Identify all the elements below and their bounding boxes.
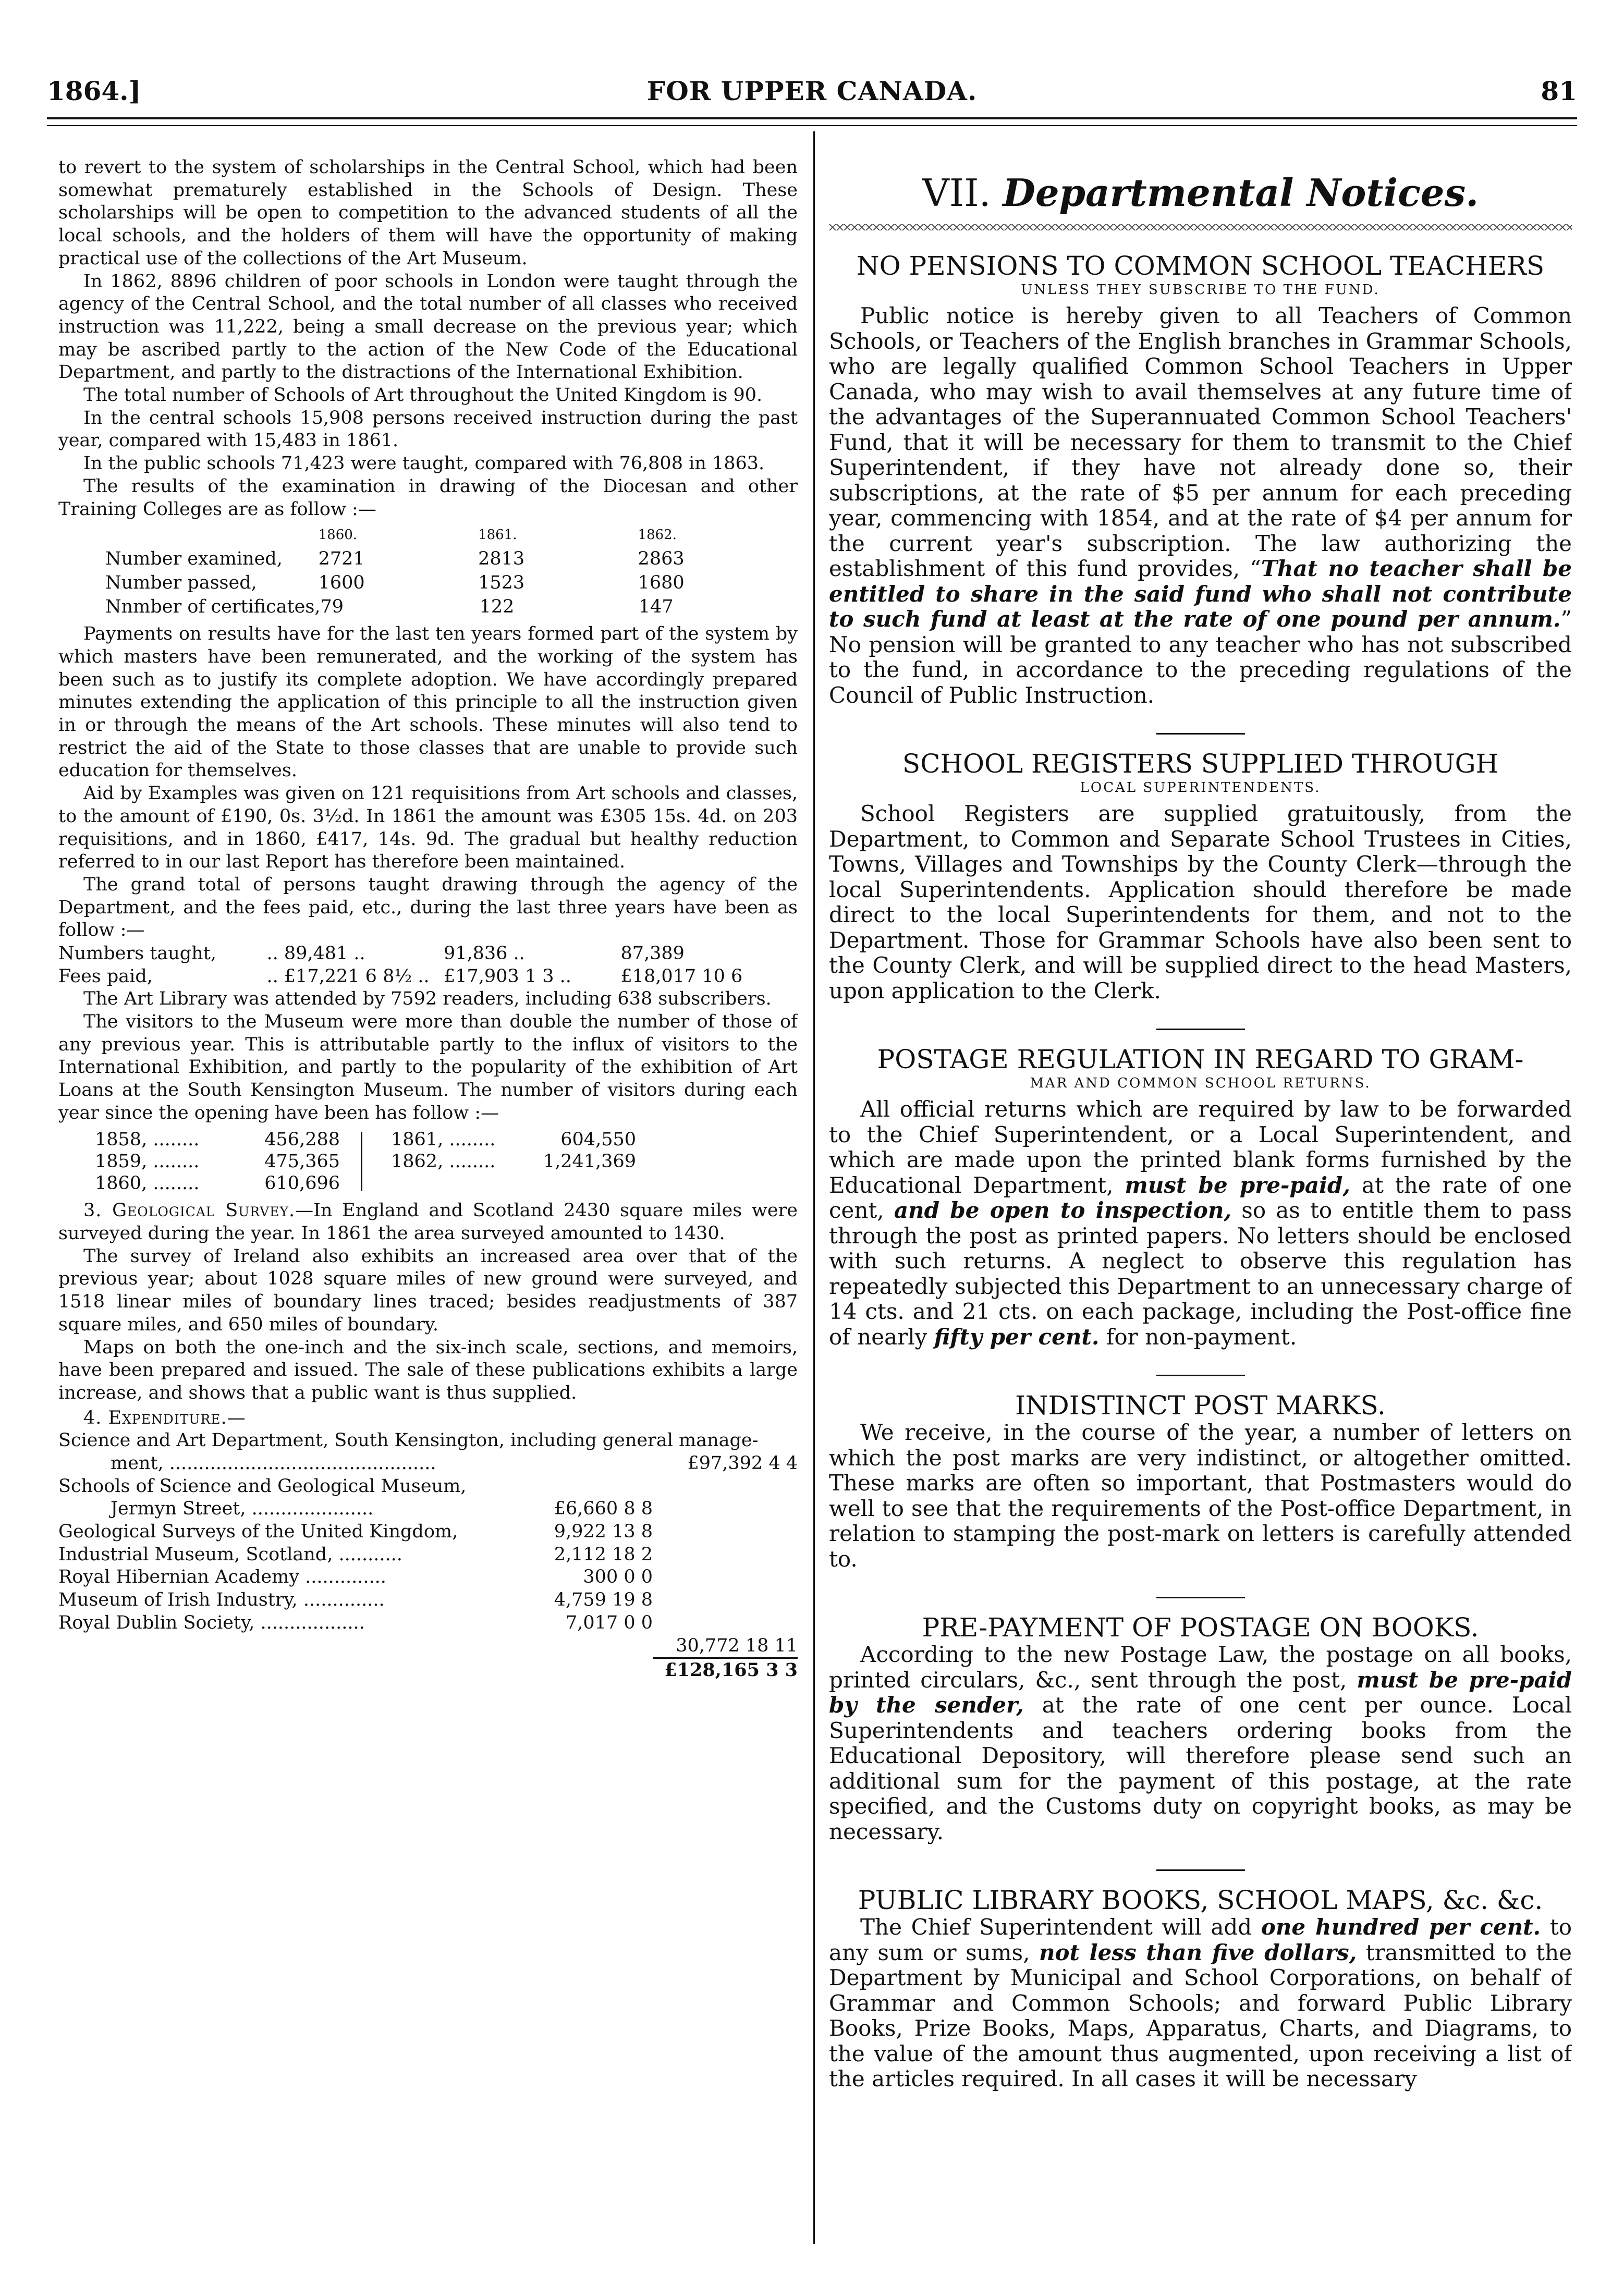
totals-table xyxy=(58,942,798,988)
body-text: According to the new Postage Law, the postage on all books, printed circulars, &c., sent through the post, xyxy=(829,1642,1572,1693)
paragraph: The grand total of persons taught drawing through the agency of the Department, and the fees paid, etc., during the last three years have been as follow :— xyxy=(58,874,798,941)
paragraph: Maps on both the one-inch and the six-inch scale, sections, and memoirs, have been prepared and issued. The sale of these publications exhibits a large increase, and shows that a public want is thus supplied. xyxy=(58,1337,798,1403)
row-label: Geological Surveys of the United Kingdom, xyxy=(58,1521,458,1543)
paragraph: The survey of Ireland also exhibits an increased area over that of the previous year; about 1028 square miles of new ground were surveyed, and 1518 linear miles of boundary lines traced; besides readjustments of 387 square miles, and 650 miles of boundary. xyxy=(58,1245,798,1335)
body-emphasis: must be pre-paid, xyxy=(1125,1172,1351,1198)
table-row xyxy=(391,1151,636,1172)
notice-title: NO PENSIONS TO COMMON SCHOOL TEACHERS xyxy=(856,251,1545,281)
body-text: at the rate of one cent per ounce. Local Superintendents and teachers ordering books from the Educational Depository, will therefore please send such an additional sum for the payment of this postage, at the rate specified, and the Customs duty on copyright books, as may be necessary. xyxy=(829,1692,1572,1844)
right-column xyxy=(829,156,1572,2257)
visitor-count: 1,241,369 xyxy=(543,1151,636,1172)
row-label: Fees paid, xyxy=(58,966,153,987)
cell: 1680 xyxy=(638,572,685,594)
table-row xyxy=(58,1566,798,1589)
table-row xyxy=(58,1475,798,1498)
body-emphasis: one hundred per cent. xyxy=(1261,1914,1541,1940)
section-title: Departmental Notices. xyxy=(1003,170,1479,215)
body-emphasis: and be open to inspection, xyxy=(894,1197,1232,1223)
row-amount: 7,017 0 0 xyxy=(566,1612,653,1633)
section-number: VII. xyxy=(922,171,991,215)
visitor-count: 604,550 xyxy=(560,1129,636,1151)
grand-total: £128,165 3 3 xyxy=(664,1659,798,1681)
visitor-count: 610,696 xyxy=(264,1173,340,1194)
paragraph: Aid by Examples was given on 121 requisitions from Art schools and classes, to the amount of £190, 0s. 3½d. In 1861 the amount was £305 15s. 4d. on 203 requisitions, and in 1860, £417, 14s. 9d. The gradual but healthy reduction referred to in our last Report has therefore been maintained. xyxy=(58,783,798,873)
body-text: All official returns which are required by law to be forwarded to the Chief Superintendent, or a Local Superintendent, and which are made upon the printed blank forms furnished by the Educational Department, xyxy=(829,1096,1572,1198)
header-title: FOR UPPER CANADA. xyxy=(646,76,978,106)
row-label: Royal Hibernian Academy .............. xyxy=(58,1567,386,1588)
notice-subtitle: LOCAL SUPERINTENDENTS. xyxy=(1080,780,1321,796)
left-column xyxy=(58,156,798,2257)
cell: £17,903 1 3 .. xyxy=(443,966,571,987)
divider xyxy=(1156,1029,1245,1030)
body-text: Public notice is hereby given to all Teachers of Common Schools, or Teachers of the English branches in Grammar Schools, who are legally qualified Common School Teachers in Upper Canada, who may wish to avail themselves at any future time of the advantages of the Superannuated Common School Teachers' Fund, that it will be necessary for them to transmit to the Chief Superintendent, if they have not already done so, their subscriptions, at the rate of $5 per annum for each preceding year, commencing with 1854, and at the rate of $4 per annum for the current year's subscription. The law authorizing the establishment of this fund provides, “ xyxy=(829,303,1572,581)
cell: 91,836 .. xyxy=(443,943,525,964)
divider xyxy=(1156,1375,1245,1376)
paragraph: The total number of Schools of Art throughout the United Kingdom is 90. xyxy=(83,385,763,406)
body-emphasis: fifty per cent. xyxy=(934,1324,1100,1350)
notice-school-registers xyxy=(829,749,1572,1004)
table-row xyxy=(58,1498,798,1521)
body-text: The Chief Superintendent will add xyxy=(860,1914,1261,1940)
notice-title: SCHOOL REGISTERS SUPPLIED THROUGH xyxy=(902,749,1499,779)
notice-subtitle: UNLESS THEY SUBSCRIBE TO THE FUND. xyxy=(1021,282,1380,298)
notice-book-postage xyxy=(829,1613,1572,1844)
body-text: ” No pension will be granted to any teacher who has not subscribed to the fund, in accordance to the preceding regulations of the Council of Public Instruction. xyxy=(829,606,1572,708)
notice-library-books xyxy=(829,1886,1572,2092)
row-label: Science and Art Department, South Kensington, including general manage- xyxy=(58,1430,759,1451)
cell: 2863 xyxy=(638,548,685,570)
year-label: 1862, ........ xyxy=(391,1151,496,1172)
paragraph: In the central schools 15,908 persons received instruction during the past year, compared with 15,483 in 1861. xyxy=(58,407,798,451)
body-emphasis: That no teacher shall be entitled to share in the said fund who shall not contribute to such fund at least at the rate of one pound per annum. xyxy=(829,556,1572,632)
paragraph: In the public schools 71,423 were taught, compared with 76,808 in 1863. xyxy=(83,453,765,474)
table-row xyxy=(105,571,798,595)
table-row xyxy=(95,1172,340,1194)
row-label: Schools of Science and Geological Museum, xyxy=(58,1475,467,1497)
notice-subtitle: MAR AND COMMON SCHOOL RETURNS. xyxy=(1030,1075,1371,1091)
notice-post-marks xyxy=(829,1391,1572,1572)
table-row xyxy=(58,1544,798,1567)
row-amount: 4,759 19 8 xyxy=(554,1589,653,1611)
paragraph: The results of the examination in drawing of the Diocesan and other Training Colleges are as follow :— xyxy=(58,475,798,520)
paragraph xyxy=(58,1200,798,1245)
table-row xyxy=(58,1521,798,1544)
body-emphasis: must be pre-paid by the sender, xyxy=(829,1667,1572,1718)
header-page-number: 81 xyxy=(1541,76,1577,106)
row-label: Number examined, xyxy=(105,548,283,570)
table-divider xyxy=(361,1132,362,1191)
notice-title: PRE-PAYMENT OF POSTAGE ON BOOKS. xyxy=(922,1612,1479,1643)
year-header: 1861. xyxy=(478,527,517,543)
paragraph: The Art Library was attended by 7592 readers, including 638 subscribers. xyxy=(83,988,772,1010)
notice-body xyxy=(829,1915,1572,2092)
row-label: Museum of Irish Industry, .............. xyxy=(58,1589,385,1611)
paragraph: In 1862, 8896 children of poor schools in London were taught through the agency of the Central School, and the total number of all classes who received instruction was 11,222, being a small decrease on the previous year; which may be ascribed partly to the action of the New Code of the Educational Department, and partly to the distractions of the International Exhibition. xyxy=(58,271,798,383)
visitor-count: 456,288 xyxy=(264,1129,340,1151)
table-row xyxy=(95,1129,340,1151)
paragraph: to revert to the system of scholarships in the Central School, which had been somewhat prematurely established in the Schools of Design. These scholarships will be open to competition to the advanced students of all the local schools, and the holders of them will have the opportunity of making practical use of the collections of the Art Museum. xyxy=(58,157,798,269)
paragraph: The visitors to the Museum were more than double the number of those of any previous year. This is attributable partly to the influx of visitors to the International Exhibition, and partly to the popularity of the exhibition of Art Loans at the South Kensington Museum. The number of visitors during each year since the opening have been has follow :— xyxy=(58,1011,798,1123)
row-label: Royal Dublin Society, .................. xyxy=(58,1612,365,1633)
year-label: 1861, ........ xyxy=(391,1129,496,1151)
subtotal: 30,772 18 11 xyxy=(676,1635,798,1656)
body-emphasis: not less than five dollars, xyxy=(1039,1939,1357,1965)
paragraph: Payments on results have for the last ten years formed part of the system by which masters have been remunerated, and the working of the system has been such as to justify its complete adoption. We have accordingly prepared minutes extending the application of this principle to all the instruction given in or through the means of the Art schools. These minutes will also tend to restrict the aid of the State to those classes that are unable to provide such education for themselves. xyxy=(58,623,798,781)
page-header xyxy=(47,73,1577,120)
table-row xyxy=(58,1407,798,1430)
cell: 2813 xyxy=(478,548,525,570)
table-row xyxy=(58,965,798,988)
row-amount: 9,922 13 8 xyxy=(554,1521,653,1543)
cell: 122 xyxy=(479,596,515,618)
paragraph-text: —In England and Scotland 2430 square miles were surveyed during the year. In 1861 the area surveyed amounted to 1430. xyxy=(58,1200,798,1244)
row-label: Jermyn Street, ..................... xyxy=(111,1498,374,1520)
year-header: 1862. xyxy=(638,527,677,543)
row-amount: 2,112 18 2 xyxy=(554,1544,653,1565)
divider xyxy=(1156,733,1245,735)
visitors-column xyxy=(95,1129,340,1194)
row-label: Number passed, xyxy=(105,572,257,594)
notice-body xyxy=(829,1097,1572,1350)
table-row xyxy=(391,1129,636,1151)
body-text: to any sum or sums, xyxy=(829,1914,1572,1965)
divider xyxy=(1156,1597,1245,1598)
header-date: 1864.] xyxy=(47,76,141,106)
column-divider xyxy=(813,131,815,2244)
cell: 2721 xyxy=(318,548,365,570)
notice-body: School Registers are supplied gratuitously, from the Department, to Common and Separate School Trustees in Cities, Towns, Villages and Townships by the County Clerk—through the local Superintendents. Application should therefore be made direct to the local Superintendents for them, and not to the Department. Those for Grammar Schools have also been sent to the County Clerk, and will be supplied direct to the head Masters, upon application to the Clerk. xyxy=(829,801,1572,1004)
year-label: 1858, ........ xyxy=(95,1129,200,1151)
cell: 87,389 xyxy=(620,943,685,964)
section-head: 4. Expenditure.— xyxy=(83,1407,246,1428)
notice-body xyxy=(829,1642,1572,1844)
table-row xyxy=(58,942,798,965)
divider xyxy=(1156,1869,1245,1871)
year-header: 1860. xyxy=(318,527,358,543)
cell: 147 xyxy=(638,596,674,618)
cell: 1523 xyxy=(478,572,525,594)
row-label: Nnmber of certificates, xyxy=(105,596,321,618)
table-row xyxy=(105,547,798,571)
body-text: transmitted to the Department by Municipal and School Corporations, on behalf of Grammar and Common Schools; and forward Public Library Books, Prize Books, Maps, Apparatus, Charts, and Diagrams, to the value of the amount thus augmented, upon receiving a list of the articles required. In all cases it will be necessary xyxy=(829,1939,1572,2091)
exam-results-table xyxy=(105,523,798,619)
visitor-count: 475,365 xyxy=(264,1151,340,1172)
cell: £18,017 10 6 xyxy=(620,966,743,987)
table-header-row xyxy=(105,523,798,547)
section-head: 3. Geological Survey. xyxy=(83,1200,296,1221)
expenditure-table xyxy=(58,1407,798,1682)
year-label: 1859, ........ xyxy=(95,1151,200,1172)
table-row xyxy=(58,1429,798,1452)
notice-body: We receive, in the course of the year, a number of letters on which the post marks are very indistinct, or altogether omitted. These marks are often so important, that Postmasters would do well to see that the requirements of the Post-office Department, in relation to stamping the post-mark on letters is carefully attended to. xyxy=(829,1420,1572,1572)
body-text: for non-payment. xyxy=(1099,1324,1297,1350)
visitors-table xyxy=(95,1129,798,1194)
table-row xyxy=(95,1151,340,1172)
cell: .. 89,481 .. xyxy=(266,943,365,964)
visitors-column xyxy=(391,1129,636,1194)
table-row xyxy=(58,1659,798,1682)
notice-body xyxy=(829,303,1572,708)
row-amount: £6,660 8 8 xyxy=(554,1498,653,1520)
header-rule-thick xyxy=(47,117,1577,119)
decorative-rule xyxy=(829,224,1572,230)
notice-title: PUBLIC LIBRARY BOOKS, SCHOOL MAPS, &c. &c. xyxy=(858,1885,1543,1915)
notice-pensions xyxy=(829,251,1572,708)
cell: .. £17,221 6 8½ .. xyxy=(266,966,430,987)
body-text: so as to entitle them to pass through the post as printed papers. No letters should be enclosed with such returns. A neglect to observe this regulation has repeatedly subjected this Department to an unnecessary charge of 14 cts. and 21 cts. on each package, including the Post-office fine of nearly xyxy=(829,1197,1572,1350)
notice-title: INDISTINCT POST MARKS. xyxy=(1015,1390,1386,1421)
table-row xyxy=(58,1589,798,1612)
year-label: 1860, ........ xyxy=(95,1173,200,1194)
section-heading xyxy=(829,167,1572,219)
row-total: £97,392 4 4 xyxy=(687,1453,798,1474)
table-row xyxy=(58,1612,798,1635)
cell: 1600 xyxy=(318,572,365,594)
table-row xyxy=(58,1635,798,1658)
table-row xyxy=(58,1452,798,1475)
row-amount: 300 0 0 xyxy=(583,1567,653,1588)
notice-title: POSTAGE REGULATION IN REGARD TO GRAM- xyxy=(877,1044,1524,1074)
cell: 79 xyxy=(320,596,344,618)
notice-postage-regulation xyxy=(829,1045,1572,1350)
row-label: Industrial Museum, Scotland, ........... xyxy=(58,1544,402,1565)
table-row xyxy=(105,595,798,619)
body-text: at the rate of one cent, xyxy=(829,1172,1572,1223)
header-rule-thin xyxy=(47,125,1577,126)
row-label: ment, .............................................. xyxy=(111,1453,436,1474)
row-label: Numbers taught, xyxy=(58,943,216,964)
